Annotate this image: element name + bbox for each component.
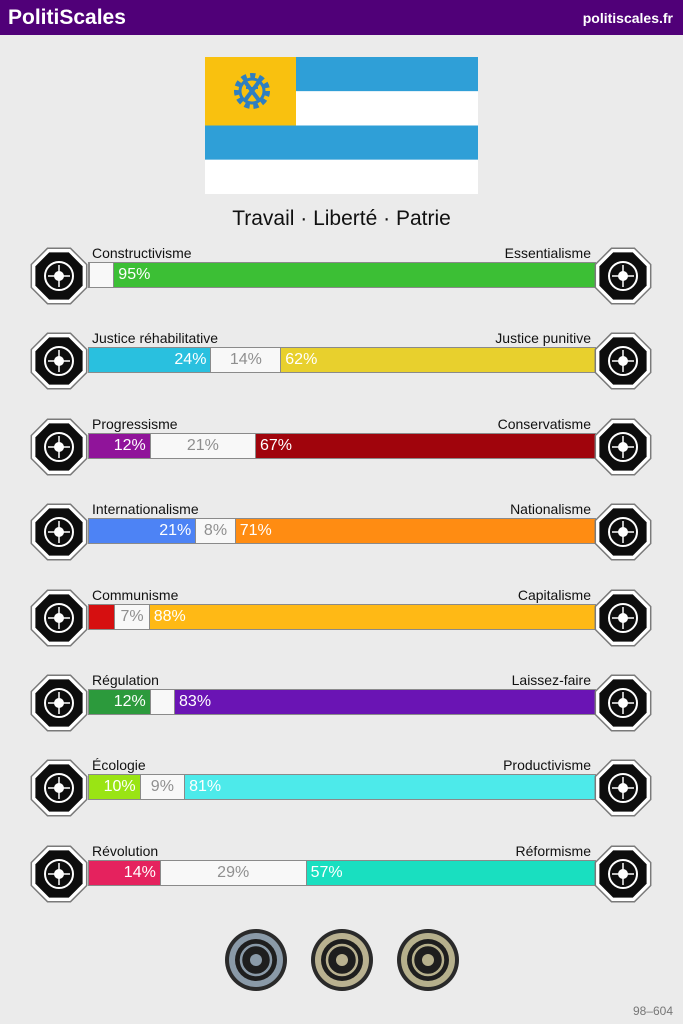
axis-bar xyxy=(88,604,596,630)
axis-right-label: Réformisme xyxy=(515,842,591,859)
axis-left-segment: 12% xyxy=(89,434,150,458)
axis-right-segment: 81% xyxy=(185,775,595,799)
prison-bars-icon xyxy=(592,330,654,392)
axis-right-label: Productivisme xyxy=(503,757,591,774)
axis-neutral-segment: 8% xyxy=(195,519,235,543)
axis-row xyxy=(0,757,683,819)
axis-neutral-segment xyxy=(150,690,175,714)
axis-left-segment xyxy=(89,605,114,629)
motto: Travail · Liberté · Patrie xyxy=(232,207,451,230)
axis-bar xyxy=(88,433,596,459)
axis-neutral-segment: 7% xyxy=(114,605,149,629)
axis-left-label: Écologie xyxy=(92,757,146,774)
ballot-landscape-icon xyxy=(592,843,654,905)
axis-right-label: Laissez-faire xyxy=(511,672,591,688)
globe-wreath-icon xyxy=(28,501,90,563)
handshake-icon xyxy=(28,330,90,392)
axis-right-segment: 62% xyxy=(281,348,595,372)
axis-left-segment: 21% xyxy=(89,519,195,543)
money-bag-icon xyxy=(592,587,654,649)
axis-right-segment: 88% xyxy=(150,605,595,629)
axis-right-segment: 95% xyxy=(114,263,595,287)
axis-left-label: Internationalisme xyxy=(92,501,199,518)
site-link[interactable]: politiscales.fr xyxy=(582,10,673,26)
rocket-icon xyxy=(28,416,90,478)
top-bar xyxy=(0,0,683,35)
butterfly-icon xyxy=(592,672,654,734)
axis-neutral-segment: 29% xyxy=(160,861,307,885)
axis-left-segment: 12% xyxy=(89,690,150,714)
compass-badge-icon xyxy=(310,928,374,992)
axis-bar xyxy=(88,262,596,288)
quill-icon xyxy=(592,416,654,478)
flag-icon xyxy=(592,501,654,563)
axis-left-segment: 14% xyxy=(89,861,160,885)
axis-row xyxy=(0,330,683,392)
axis-left-label: Constructivisme xyxy=(92,245,192,261)
axis-left-label: Régulation xyxy=(92,672,159,688)
brain-badge-icon xyxy=(224,928,288,992)
axis-left-segment: 24% xyxy=(89,348,210,372)
axis-right-label: Justice punitive xyxy=(495,330,591,347)
hammer-sickle-icon xyxy=(28,587,90,649)
axis-right-label: Nationalisme xyxy=(510,501,591,518)
axis-left-label: Progressisme xyxy=(92,415,178,432)
axis-right-label: Essentialisme xyxy=(504,245,591,261)
axis-right-label: Capitalisme xyxy=(517,586,591,603)
axis-bar xyxy=(88,347,596,373)
axis-row xyxy=(0,672,683,734)
axis-bar xyxy=(88,860,596,886)
axis-neutral-segment: 14% xyxy=(210,348,281,372)
fist-icon xyxy=(28,843,90,905)
flag xyxy=(205,57,478,194)
axis-row xyxy=(0,587,683,649)
eye-icon xyxy=(28,245,90,307)
axis-right-segment: 57% xyxy=(307,861,595,885)
axis-left-label: Justice réhabilitative xyxy=(92,330,219,347)
flag-stripe-4 xyxy=(205,160,478,194)
brand-title[interactable]: PolitiScales xyxy=(8,6,126,29)
axis-left-label: Communisme xyxy=(92,586,179,603)
axis-right-segment: 71% xyxy=(236,519,595,543)
axis-neutral-segment: 9% xyxy=(140,775,186,799)
leaf-hand-icon xyxy=(28,757,90,819)
ruler-icon xyxy=(28,672,90,734)
axis-row xyxy=(0,501,683,563)
axis-row xyxy=(0,245,683,307)
axis-left-segment: 10% xyxy=(89,775,140,799)
axis-right-segment: 83% xyxy=(175,690,595,714)
axis-left-label: Révolution xyxy=(92,842,159,859)
axis-neutral-segment xyxy=(89,263,114,287)
factory-icon xyxy=(592,757,654,819)
axis-neutral-segment: 21% xyxy=(150,434,256,458)
axis-row xyxy=(0,416,683,478)
flag-stripe-3 xyxy=(205,126,478,160)
axis-bar xyxy=(88,689,596,715)
page-id: 98–604 xyxy=(632,1004,673,1018)
dna-flower-icon xyxy=(592,245,654,307)
crown-badge-icon xyxy=(396,928,460,992)
axis-row xyxy=(0,843,683,905)
axis-bar xyxy=(88,518,596,544)
axis-right-segment: 67% xyxy=(256,434,595,458)
axis-bar xyxy=(88,774,596,800)
axis-right-label: Conservatisme xyxy=(497,415,591,432)
